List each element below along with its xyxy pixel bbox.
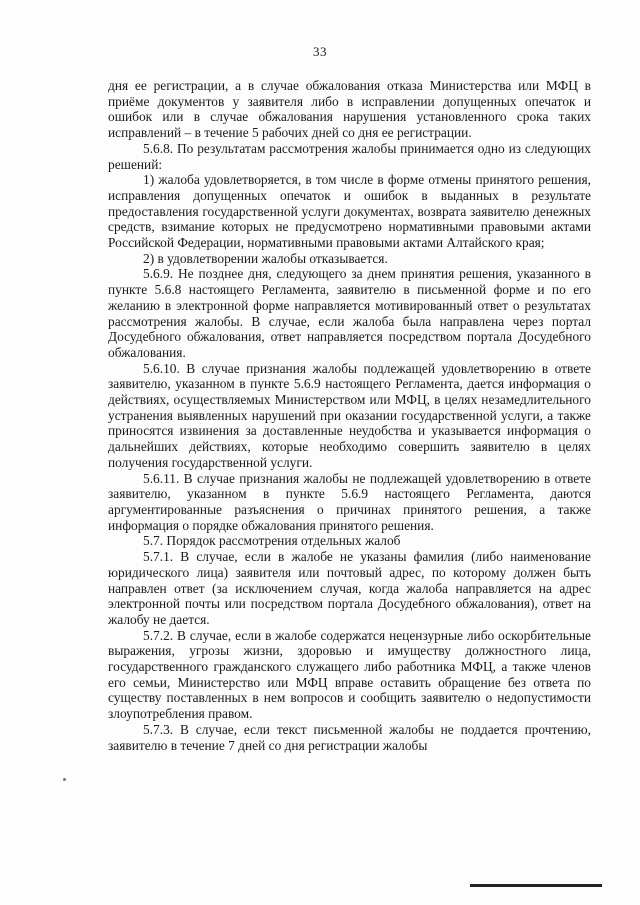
scan-dot-mark bbox=[63, 778, 66, 781]
paragraph-5-7-2: 5.7.2. В случае, если в жалобе содержатся нецензурные либо оскорбительные выражения, угрозы жизни, здоровью и имуществу должностного лица, государственного гражданского служащего либо работника МФЦ, а также членов его семьи, Министерство или МФЦ вправе оставить обращение без ответа по существу поставленных в нем вопросов и сообщить заявителю о недопустимости злоупотребления правом. bbox=[108, 627, 591, 722]
paragraph-5-6-10: 5.6.10. В случае признания жалобы подлежащей удовлетворению в ответе заявителю, указанном в пункте 5.6.9 настоящего Регламента, дается информация о действиях, осуществляемых Министерством или МФЦ, в целях незамедлительного устранения выявленных нарушений при оказании государственной услуги, а также приносятся извинения за доставленные неудобства и указывается информация о дальнейших действиях, которые необходимо совершить заявителю в целях получения государственной услуги. bbox=[108, 360, 591, 470]
section-heading-5-7: 5.7. Порядок рассмотрения отдельных жалоб bbox=[143, 533, 401, 549]
scan-edge-line bbox=[470, 884, 602, 887]
paragraph-decision-1: 1) жалоба удовлетворяется, в том числе в форме отмены принятого решения, исправления допущенных опечаток и ошибок в выданных в результате предоставления государственной услуги документах, возврата заявителю денежных средств, взимание которых не предусмотрено нормативными правовыми актами Российской Федерации, нормативными правовыми актами Алтайского края; bbox=[108, 172, 591, 251]
paragraph-5-6-11: 5.6.11. В случае признания жалобы не подлежащей удовлетворению в ответе заявителю, указанном в пункте 5.6.9 настоящего Регламента, даются аргументированные разъяснения о причинах принятого решения, а также информация о порядке обжалования принятого решения. bbox=[108, 470, 591, 533]
document-body bbox=[108, 78, 591, 753]
paragraph-5-7-1: 5.7.1. В случае, если в жалобе не указаны фамилия (либо наименование юридического лица) заявителя или почтовый адрес, по которому должен быть направлен ответ (за исключением случая, когда жалоба направляется на адрес электронной почты или посредством портала Досудебного обжалования), ответ на жалобу не дается. bbox=[108, 549, 591, 627]
paragraph-continuation: дня ее регистрации, а в случае обжалования отказа Министерства или МФЦ в приёме документов у заявителя либо в исправлении допущенных опечаток и ошибок или в случае обжалования нарушения установленного срока таких исправлений – в течение 5 рабочих дней со дня ее регистрации. bbox=[108, 78, 591, 141]
page-number: 33 bbox=[313, 44, 327, 59]
paragraph-5-6-8: 5.6.8. По результатам рассмотрения жалобы принимается одно из следующих решений: bbox=[108, 140, 591, 172]
paragraph-decision-2: 2) в удовлетворении жалобы отказывается. bbox=[143, 250, 388, 266]
paragraph-5-6-9: 5.6.9. Не позднее дня, следующего за днем принятия решения, указанного в пункте 5.6.8 настоящего Регламента, заявителю в письменной форме и по его желанию в электронной форме направляется мотивированный ответ о результатах рассмотрения жалобы. В случае, если жалоба была направлена через портал Досудебного обжалования, ответ направляется посредством портала Досудебного обжалования. bbox=[108, 266, 591, 360]
paragraph-5-7-3: 5.7.3. В случае, если текст письменной жалобы не поддается прочтению, заявителю в течение 7 дней со дня регистрации жалобы bbox=[108, 721, 591, 753]
